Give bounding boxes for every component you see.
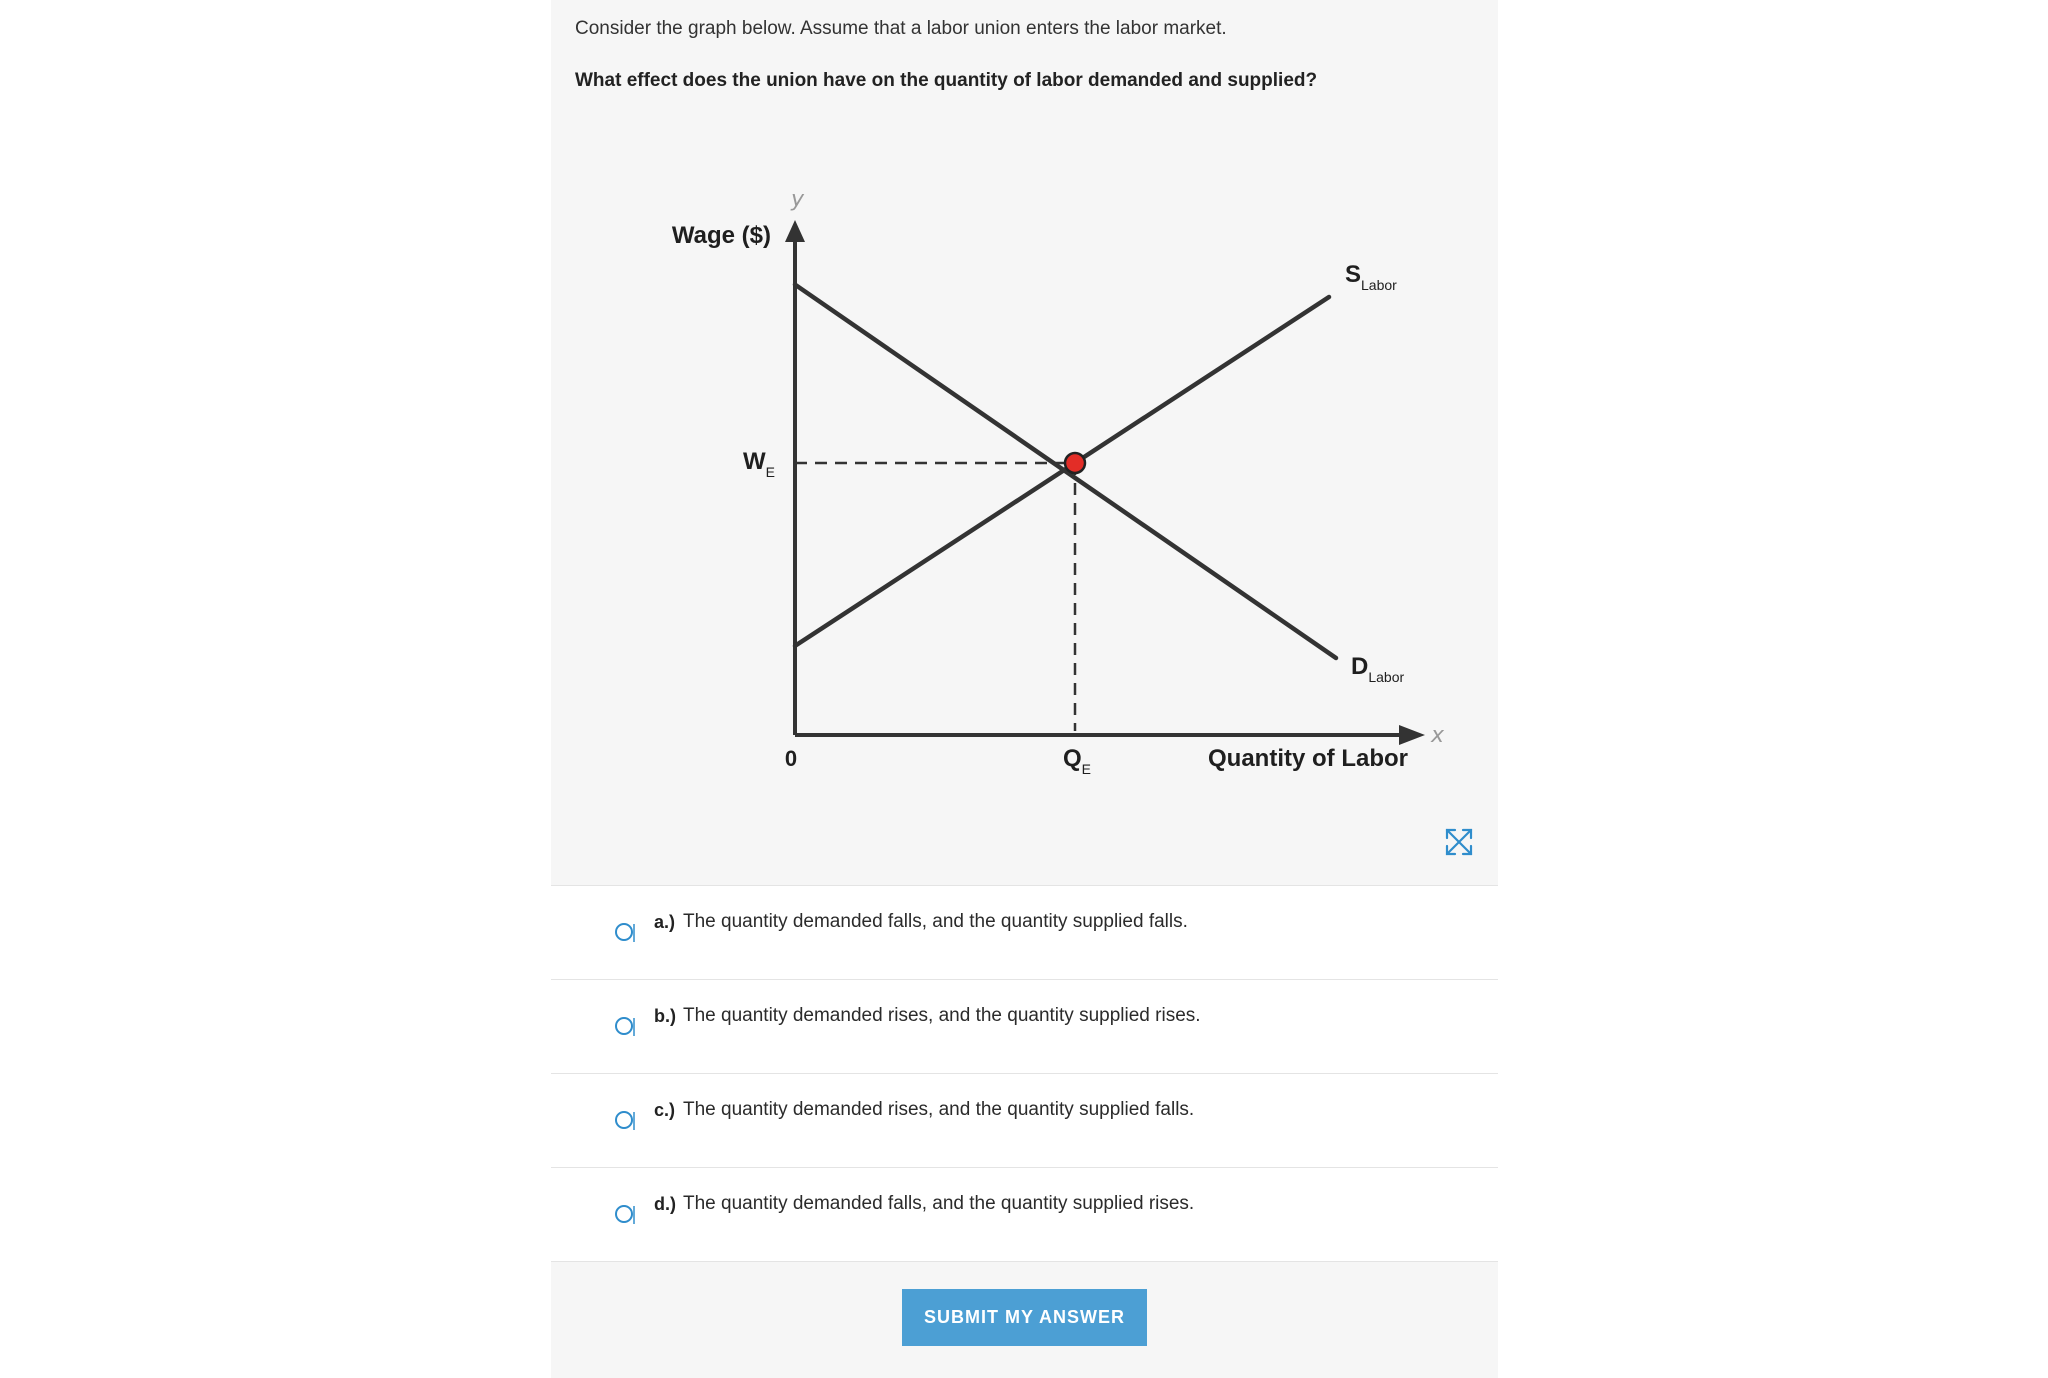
option-a[interactable] bbox=[551, 885, 1498, 979]
x-axis-label: Quantity of Labor bbox=[1208, 745, 1408, 772]
y-axis-label: Wage ($) bbox=[671, 222, 771, 249]
option-letter: b.) bbox=[654, 1006, 676, 1026]
question-intro: Consider the graph below. Assume that a labor union enters the labor market. bbox=[575, 18, 1227, 39]
option-b[interactable] bbox=[551, 979, 1498, 1073]
origin-label: 0 bbox=[784, 746, 798, 771]
supply-curve-subscript: Labor bbox=[1361, 277, 1397, 293]
radio-unselected-icon[interactable] bbox=[614, 921, 636, 943]
option-text: The quantity demanded rises, and the quantity supplied rises. bbox=[683, 1005, 1201, 1026]
demand-curve-label: $D_{Labor}$ bbox=[1351, 653, 1405, 685]
demand-curve-subscript: Labor bbox=[1368, 669, 1405, 685]
question-prompt: What effect does the union have on the quantity of labor demanded and supplied? bbox=[575, 70, 1318, 91]
option-letter: d.) bbox=[654, 1194, 676, 1214]
radio-unselected-icon[interactable] bbox=[614, 1015, 636, 1037]
equilibrium-wage-label: $W_E$ bbox=[743, 448, 775, 480]
option-d[interactable] bbox=[551, 1167, 1498, 1262]
y-axis-letter: y bbox=[791, 187, 805, 212]
option-c[interactable] bbox=[551, 1073, 1498, 1167]
x-axis-letter: x bbox=[1431, 723, 1445, 748]
option-text: The quantity demanded rises, and the quantity supplied falls. bbox=[683, 1099, 1195, 1120]
submit-answer-button[interactable]: SUBMIT MY ANSWER bbox=[902, 1289, 1147, 1346]
equilibrium-quantity-label: $Q_E$ bbox=[1062, 745, 1092, 777]
answer-region bbox=[551, 0, 1498, 1378]
radio-unselected-icon[interactable] bbox=[614, 1109, 636, 1131]
answer-options bbox=[551, 885, 1498, 1262]
supply-curve-label: $S_{Labor}$ bbox=[1345, 261, 1397, 293]
option-letter: c.) bbox=[654, 1100, 676, 1120]
option-text: The quantity demanded falls, and the quantity supplied rises. bbox=[683, 1193, 1195, 1214]
radio-unselected-icon[interactable] bbox=[614, 1203, 636, 1225]
option-text: The quantity demanded falls, and the quantity supplied falls. bbox=[683, 911, 1188, 932]
option-letter: a.) bbox=[654, 912, 676, 932]
